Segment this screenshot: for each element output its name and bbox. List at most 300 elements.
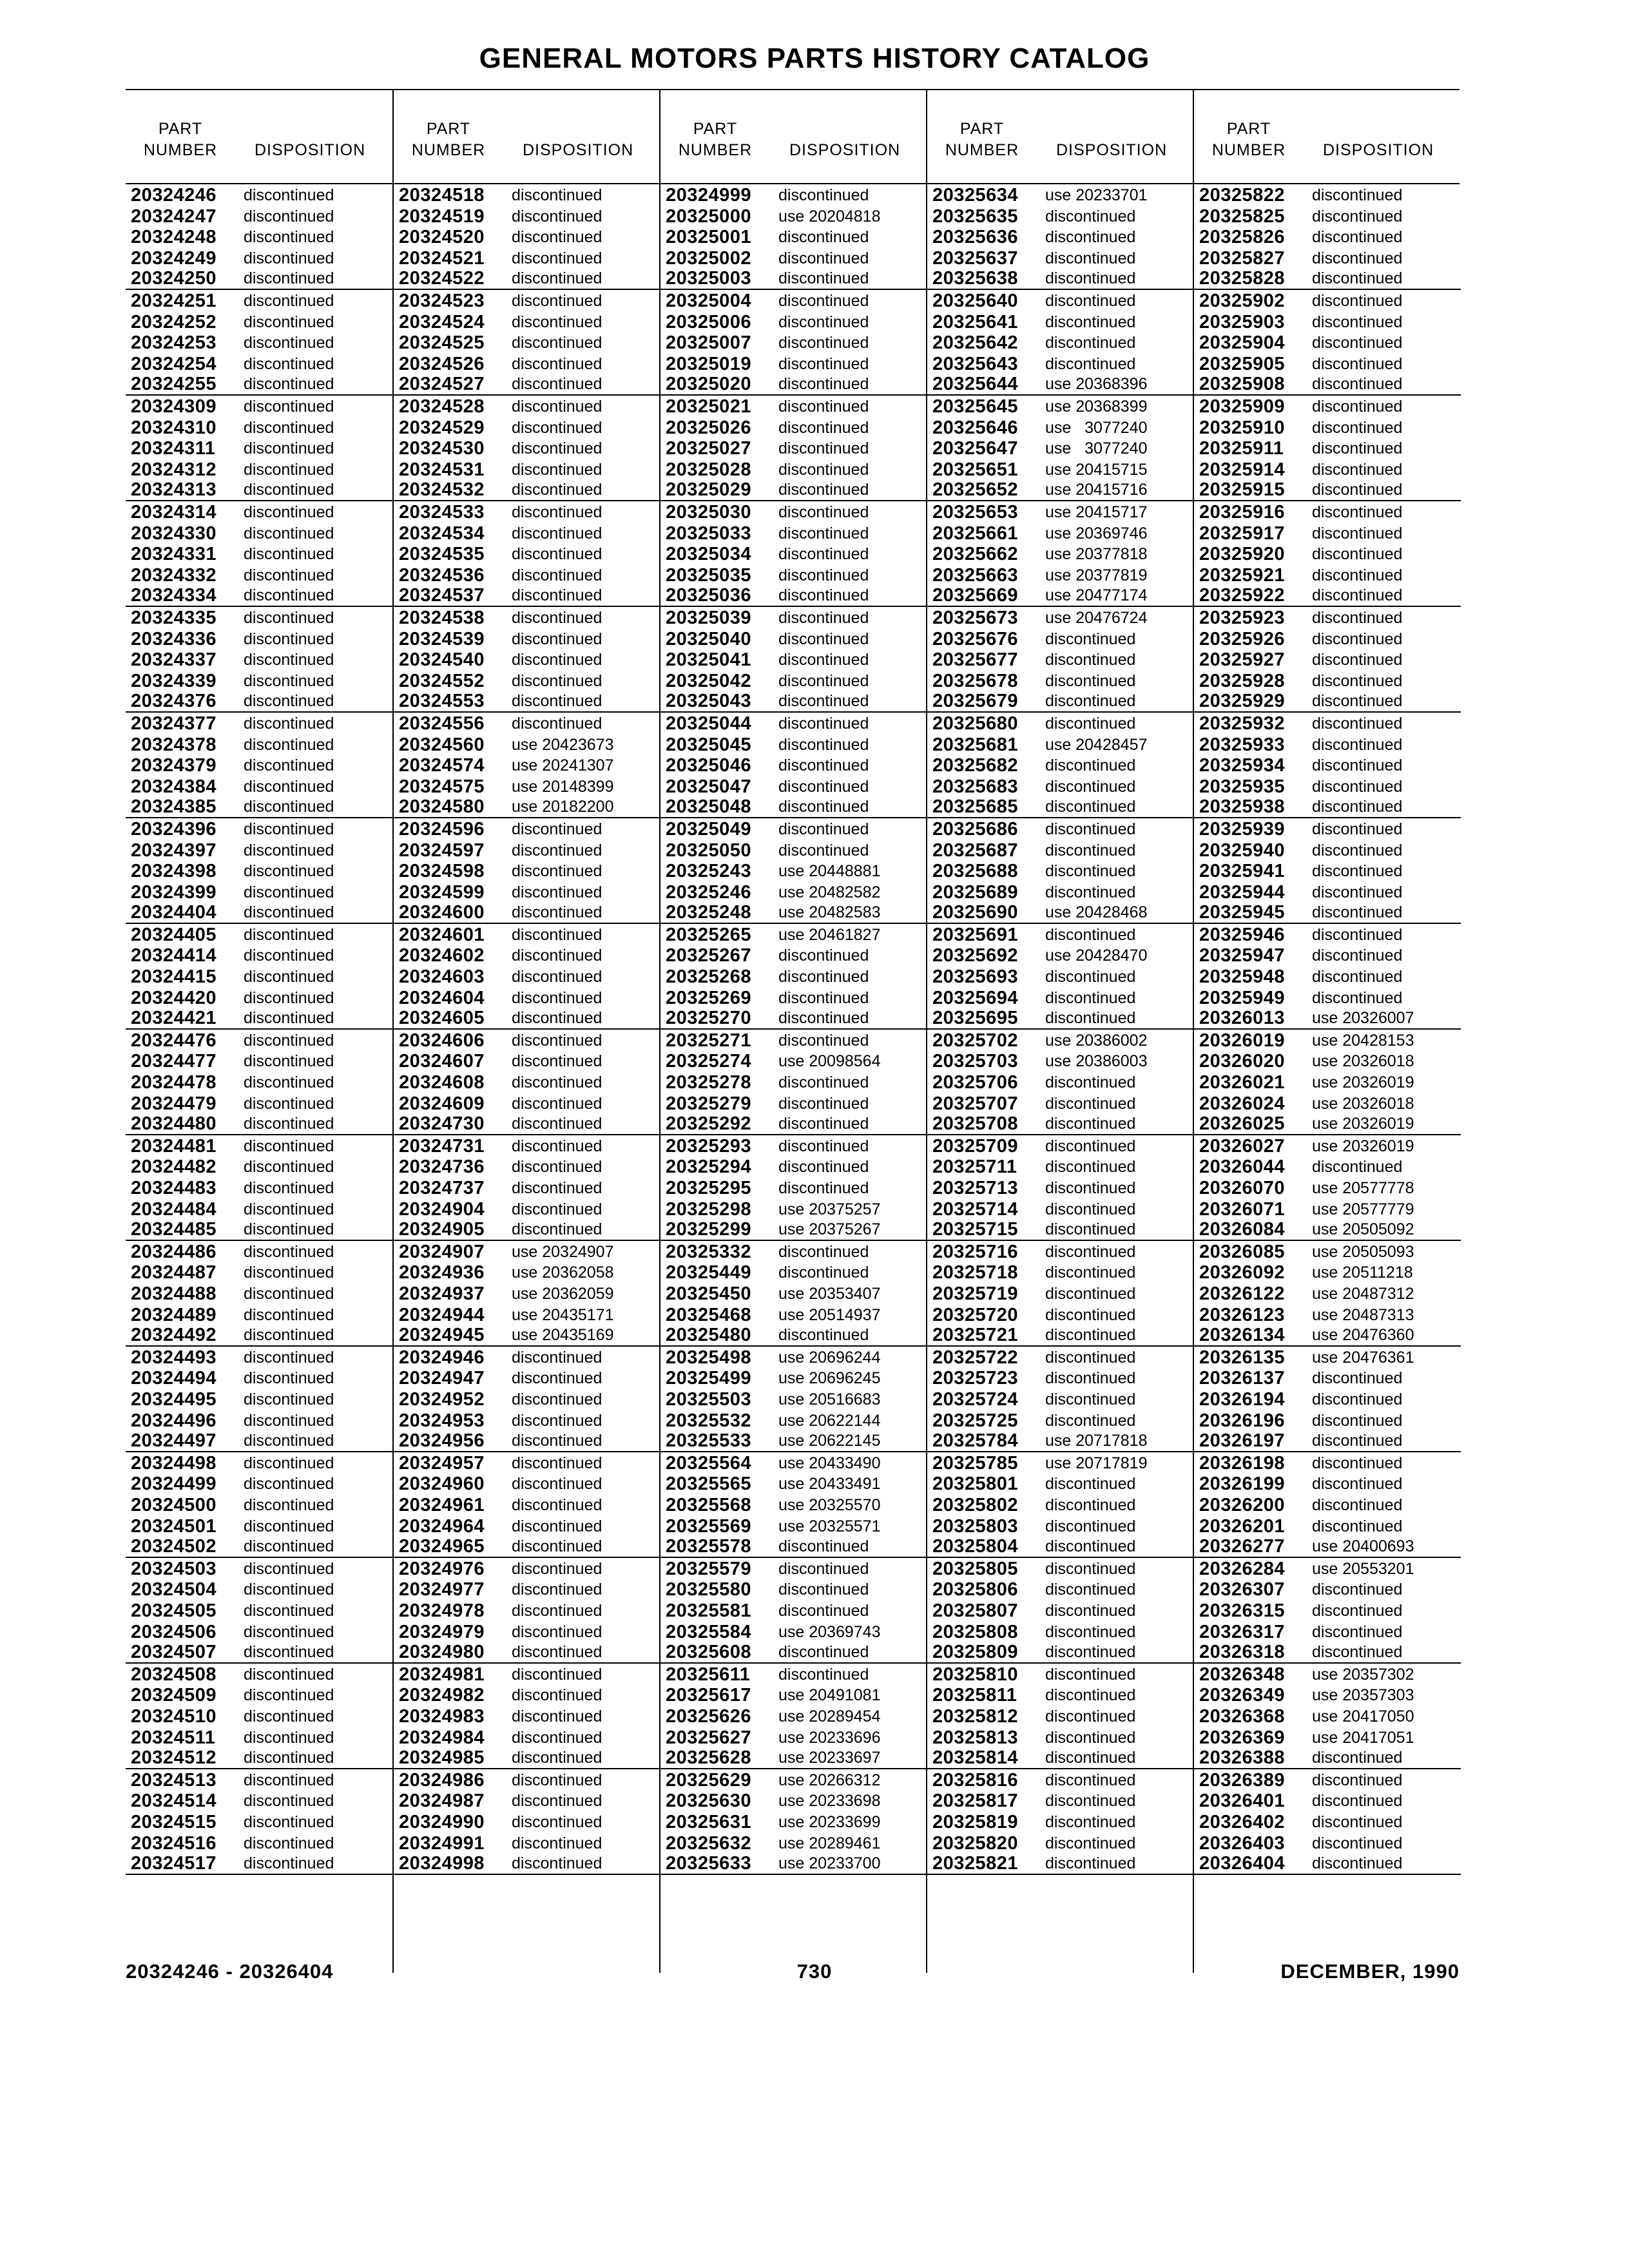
table-row bbox=[394, 374, 660, 396]
part-number: 20325725 bbox=[932, 1410, 1019, 1432]
part-number: 20324384 bbox=[131, 776, 217, 798]
disposition: use 20369743 bbox=[778, 1622, 881, 1641]
table-row bbox=[927, 1093, 1194, 1114]
table-row bbox=[1194, 713, 1461, 734]
column-rows bbox=[1194, 184, 1461, 1875]
disposition-heading: DISPOSITION bbox=[1056, 141, 1168, 159]
table-row bbox=[660, 1030, 927, 1051]
table-row bbox=[126, 1410, 392, 1431]
table-row bbox=[927, 1727, 1194, 1748]
disposition: discontinued bbox=[1312, 1602, 1403, 1620]
disposition: discontinued bbox=[1045, 1179, 1136, 1198]
disposition: discontinued bbox=[244, 1369, 334, 1388]
part-number: 20324498 bbox=[131, 1452, 217, 1474]
disposition: discontinued bbox=[244, 714, 334, 733]
part-number: 20324524 bbox=[399, 311, 485, 332]
part-number: 20325920 bbox=[1199, 544, 1286, 565]
part-number: 20324529 bbox=[399, 417, 485, 438]
disposition: discontinued bbox=[244, 608, 334, 627]
table-row bbox=[660, 586, 927, 607]
disposition: discontinued bbox=[512, 1454, 602, 1472]
table-row bbox=[394, 1241, 660, 1262]
part-number: 20325270 bbox=[666, 1007, 752, 1028]
disposition: discontinued bbox=[244, 756, 334, 775]
disposition: discontinued bbox=[244, 503, 334, 521]
part-number: 20325293 bbox=[666, 1135, 752, 1157]
part-number: 20324334 bbox=[131, 584, 217, 606]
disposition: use 20417050 bbox=[1312, 1707, 1414, 1726]
disposition: discontinued bbox=[244, 1306, 334, 1325]
part-number: 20325940 bbox=[1199, 840, 1286, 861]
part-number: 20325702 bbox=[932, 1030, 1019, 1051]
disposition: discontinued bbox=[1312, 312, 1403, 331]
part-number: 20325579 bbox=[666, 1558, 752, 1579]
parts-table bbox=[126, 89, 1460, 1973]
part-number: 20324985 bbox=[399, 1747, 485, 1768]
disposition: discontinued bbox=[244, 1622, 334, 1641]
part-number: 20324552 bbox=[399, 671, 485, 692]
disposition: discontinued bbox=[244, 797, 334, 816]
part-number: 20324495 bbox=[131, 1389, 217, 1410]
disposition: discontinued bbox=[244, 1031, 334, 1050]
part-number: 20324533 bbox=[399, 501, 485, 523]
table-row bbox=[394, 1410, 660, 1431]
disposition: discontinued bbox=[512, 291, 602, 310]
table-row bbox=[927, 691, 1194, 713]
disposition: discontinued bbox=[244, 820, 334, 838]
table-row bbox=[1194, 227, 1461, 248]
disposition: discontinued bbox=[1045, 1602, 1136, 1620]
disposition: discontinued bbox=[512, 1792, 602, 1811]
table-row bbox=[660, 1748, 927, 1769]
part-number: 20324520 bbox=[399, 227, 485, 248]
table-row bbox=[927, 1347, 1194, 1368]
table-row bbox=[927, 1410, 1194, 1431]
disposition: discontinued bbox=[244, 1537, 334, 1555]
table-row bbox=[394, 1198, 660, 1220]
table-row bbox=[927, 1706, 1194, 1727]
part-number: 20324499 bbox=[131, 1474, 217, 1495]
table-row bbox=[927, 1220, 1194, 1241]
table-row bbox=[927, 311, 1194, 332]
disposition: discontinued bbox=[512, 186, 602, 204]
disposition: use 20428468 bbox=[1045, 903, 1148, 921]
part-number: 20325040 bbox=[666, 628, 752, 649]
part-number: 20325001 bbox=[666, 227, 752, 248]
part-number: 20324339 bbox=[131, 671, 217, 692]
part-number: 20325909 bbox=[1199, 396, 1286, 417]
table-row bbox=[394, 1157, 660, 1178]
table-row bbox=[1194, 1304, 1461, 1325]
part-number: 20325002 bbox=[666, 248, 752, 269]
disposition: discontinued bbox=[512, 374, 602, 393]
disposition: discontinued bbox=[512, 1813, 602, 1832]
table-row bbox=[126, 691, 392, 713]
part-number: 20324249 bbox=[131, 248, 217, 269]
table-row bbox=[927, 184, 1194, 206]
table-row bbox=[927, 374, 1194, 396]
disposition: discontinued bbox=[512, 1686, 602, 1705]
table-row bbox=[126, 1368, 392, 1389]
part-number: 20325934 bbox=[1199, 755, 1286, 776]
table-row bbox=[1194, 1494, 1461, 1515]
disposition: discontinued bbox=[244, 841, 334, 860]
disposition: discontinued bbox=[512, 1475, 602, 1494]
disposition: discontinued bbox=[244, 1264, 334, 1282]
part-number: 20325816 bbox=[932, 1769, 1019, 1791]
disposition: use 20362059 bbox=[512, 1285, 614, 1303]
table-row bbox=[1194, 1114, 1461, 1135]
table-row bbox=[927, 544, 1194, 565]
table-row bbox=[1194, 480, 1461, 501]
table-row bbox=[927, 332, 1194, 354]
part-number: 20324312 bbox=[131, 459, 217, 481]
part-number: 20326349 bbox=[1199, 1685, 1286, 1706]
table-row bbox=[927, 945, 1194, 966]
table-row bbox=[1194, 1769, 1461, 1791]
part-number: 20325945 bbox=[1199, 901, 1286, 923]
part-number: 20324602 bbox=[399, 945, 485, 966]
disposition: discontinued bbox=[512, 1031, 602, 1050]
part-heading-line: PART bbox=[158, 120, 203, 138]
table-row bbox=[927, 1177, 1194, 1198]
table-row bbox=[394, 1579, 660, 1600]
disposition: use 20357303 bbox=[1312, 1686, 1414, 1705]
table-row bbox=[927, 1008, 1194, 1030]
disposition: discontinued bbox=[512, 947, 602, 965]
table-row bbox=[927, 1157, 1194, 1178]
disposition: discontinued bbox=[1045, 1813, 1136, 1832]
disposition: discontinued bbox=[512, 207, 602, 226]
table-row bbox=[394, 818, 660, 840]
table-row bbox=[394, 1177, 660, 1198]
part-number: 20324483 bbox=[131, 1178, 217, 1199]
part-number: 20324964 bbox=[399, 1516, 485, 1537]
disposition: discontinued bbox=[244, 545, 334, 564]
part-number: 20324603 bbox=[399, 966, 485, 988]
disposition: use 20326007 bbox=[1312, 1008, 1414, 1027]
part-number: 20324607 bbox=[399, 1051, 485, 1072]
disposition: use 20717819 bbox=[1045, 1454, 1148, 1472]
table-row bbox=[394, 1685, 660, 1706]
disposition: discontinued bbox=[512, 629, 602, 648]
table-row bbox=[394, 1114, 660, 1135]
table-row bbox=[927, 1325, 1194, 1347]
part-number: 20324522 bbox=[399, 267, 485, 289]
part-number: 20324509 bbox=[131, 1685, 217, 1706]
table-row bbox=[927, 1579, 1194, 1600]
part-number: 20325627 bbox=[666, 1727, 752, 1748]
part-number: 20325043 bbox=[666, 690, 752, 711]
part-number: 20324537 bbox=[399, 584, 485, 606]
column-rows bbox=[660, 184, 927, 1875]
disposition: discontinued bbox=[1045, 1792, 1136, 1811]
table-row bbox=[660, 1558, 927, 1579]
table-row bbox=[126, 1600, 392, 1621]
part-number: 20324526 bbox=[399, 354, 485, 375]
disposition: discontinued bbox=[1045, 355, 1136, 374]
disposition: discontinued bbox=[512, 820, 602, 838]
table-row bbox=[126, 755, 392, 776]
disposition: use 3077240 bbox=[1045, 418, 1148, 437]
disposition: use 20369746 bbox=[1045, 524, 1148, 543]
disposition: discontinued bbox=[244, 1285, 334, 1303]
disposition: discontinued bbox=[1312, 228, 1403, 247]
disposition: discontinued bbox=[244, 207, 334, 226]
table-row bbox=[126, 269, 392, 290]
disposition: use 20622145 bbox=[778, 1431, 881, 1450]
table-row bbox=[126, 840, 392, 861]
part-number: 20325645 bbox=[932, 396, 1019, 417]
disposition: discontinued bbox=[244, 269, 334, 287]
disposition: discontinued bbox=[778, 1264, 869, 1282]
table-row bbox=[1194, 1325, 1461, 1347]
table-row bbox=[126, 417, 392, 438]
disposition: use 20696245 bbox=[778, 1369, 881, 1388]
disposition: discontinued bbox=[778, 1537, 869, 1555]
disposition: discontinued bbox=[778, 841, 869, 860]
disposition: discontinued bbox=[1312, 1834, 1403, 1852]
part-number: 20325928 bbox=[1199, 671, 1286, 692]
part-number: 20325006 bbox=[666, 311, 752, 332]
table-row bbox=[927, 670, 1194, 691]
part-number: 20325902 bbox=[1199, 290, 1286, 311]
table-row bbox=[660, 1515, 927, 1537]
part-number: 20325814 bbox=[932, 1747, 1019, 1768]
disposition: discontinued bbox=[778, 186, 869, 204]
disposition: discontinued bbox=[778, 312, 869, 331]
disposition: discontinued bbox=[1045, 1622, 1136, 1641]
table-row bbox=[660, 269, 927, 290]
table-row bbox=[126, 797, 392, 818]
table-row bbox=[394, 797, 660, 818]
table-row bbox=[394, 1727, 660, 1748]
table-row bbox=[660, 1198, 927, 1220]
table-row bbox=[927, 1198, 1194, 1220]
table-row bbox=[660, 649, 927, 671]
disposition: discontinued bbox=[1312, 968, 1403, 986]
table-row bbox=[126, 227, 392, 248]
part-number: 20325045 bbox=[666, 734, 752, 755]
disposition: use 20415716 bbox=[1045, 480, 1148, 499]
part-number: 20324254 bbox=[131, 354, 217, 375]
table-row bbox=[126, 544, 392, 565]
disposition-heading: DISPOSITION bbox=[1323, 141, 1434, 159]
part-number: 20324489 bbox=[131, 1305, 217, 1326]
part-number: 20325806 bbox=[932, 1579, 1019, 1600]
disposition: discontinued bbox=[512, 1114, 602, 1133]
table-row bbox=[126, 1452, 392, 1474]
part-number: 20325564 bbox=[666, 1452, 752, 1474]
part-number: 20324502 bbox=[131, 1535, 217, 1557]
part-number: 20325817 bbox=[932, 1791, 1019, 1812]
part-number: 20325935 bbox=[1199, 776, 1286, 798]
table-row bbox=[1194, 1727, 1461, 1748]
disposition: discontinued bbox=[244, 1771, 334, 1789]
disposition: discontinued bbox=[244, 1792, 334, 1811]
part-number: 20324484 bbox=[131, 1199, 217, 1220]
part-number: 20324987 bbox=[399, 1791, 485, 1812]
table-row bbox=[927, 1664, 1194, 1685]
disposition: discontinued bbox=[1045, 228, 1136, 247]
table-row bbox=[126, 1579, 392, 1600]
disposition: discontinued bbox=[512, 524, 602, 543]
table-row bbox=[1194, 1748, 1461, 1769]
disposition: discontinued bbox=[1312, 1390, 1403, 1409]
table-row bbox=[1194, 1642, 1461, 1664]
part-number: 20324976 bbox=[399, 1558, 485, 1579]
table-row bbox=[126, 670, 392, 691]
part-number: 20325630 bbox=[666, 1791, 752, 1812]
disposition: use 20375267 bbox=[778, 1220, 881, 1238]
disposition: discontinued bbox=[244, 439, 334, 458]
part-number: 20324379 bbox=[131, 755, 217, 776]
part-number: 20324575 bbox=[399, 776, 485, 798]
table-row bbox=[126, 945, 392, 966]
table-row bbox=[1194, 1368, 1461, 1389]
disposition: discontinued bbox=[778, 691, 869, 710]
part-number: 20324508 bbox=[131, 1664, 217, 1685]
disposition: use 20324907 bbox=[512, 1242, 614, 1261]
table-row bbox=[126, 586, 392, 607]
part-number: 20324486 bbox=[131, 1241, 217, 1262]
table-row bbox=[394, 1515, 660, 1537]
part-number: 20325933 bbox=[1199, 734, 1286, 755]
disposition: use 20487312 bbox=[1312, 1285, 1414, 1303]
footer-date: DECEMBER, 1990 bbox=[1280, 1960, 1460, 1983]
table-row bbox=[394, 227, 660, 248]
table-row bbox=[1194, 1600, 1461, 1621]
table-row bbox=[927, 1431, 1194, 1452]
part-number: 20325030 bbox=[666, 501, 752, 523]
part-number: 20325938 bbox=[1199, 796, 1286, 817]
disposition: discontinued bbox=[1312, 397, 1403, 416]
table-row bbox=[394, 1706, 660, 1727]
disposition: discontinued bbox=[512, 1008, 602, 1027]
table-row bbox=[927, 269, 1194, 290]
part-number: 20325248 bbox=[666, 901, 752, 923]
table-row bbox=[927, 713, 1194, 734]
part-number: 20324518 bbox=[399, 184, 485, 206]
disposition: discontinued bbox=[778, 566, 869, 585]
table-row bbox=[927, 924, 1194, 945]
table-row bbox=[394, 586, 660, 607]
disposition: discontinued bbox=[778, 355, 869, 374]
disposition: discontinued bbox=[778, 1031, 869, 1050]
table-row bbox=[1194, 1157, 1461, 1178]
table-row bbox=[927, 649, 1194, 671]
disposition: discontinued bbox=[1312, 841, 1403, 860]
disposition: discontinued bbox=[244, 524, 334, 543]
part-number: 20324309 bbox=[131, 396, 217, 417]
part-number: 20325707 bbox=[932, 1093, 1019, 1115]
part-number: 20324736 bbox=[399, 1157, 485, 1178]
part-number: 20326200 bbox=[1199, 1495, 1286, 1516]
disposition: use 20417051 bbox=[1312, 1728, 1414, 1747]
disposition: discontinued bbox=[1312, 691, 1403, 710]
disposition: discontinued bbox=[778, 228, 869, 247]
table-row bbox=[927, 1283, 1194, 1304]
disposition: discontinued bbox=[244, 925, 334, 944]
table-row bbox=[126, 1051, 392, 1072]
part-number: 20324605 bbox=[399, 1007, 485, 1028]
disposition: discontinued bbox=[1312, 1369, 1403, 1388]
part-number: 20325647 bbox=[932, 438, 1019, 459]
part-number: 20325715 bbox=[932, 1218, 1019, 1240]
part-number: 20325941 bbox=[1199, 861, 1286, 882]
part-number: 20325294 bbox=[666, 1157, 752, 1178]
table-row bbox=[394, 1600, 660, 1621]
part-number: 20324598 bbox=[399, 861, 485, 882]
disposition: discontinued bbox=[778, 461, 869, 479]
part-number: 20325279 bbox=[666, 1093, 752, 1115]
table-row bbox=[394, 311, 660, 332]
table-row bbox=[126, 607, 392, 628]
disposition: discontinued bbox=[512, 1642, 602, 1661]
part-number: 20324609 bbox=[399, 1093, 485, 1115]
part-number: 20324335 bbox=[131, 607, 217, 628]
part-number: 20325029 bbox=[666, 479, 752, 500]
table-row bbox=[126, 713, 392, 734]
table-row bbox=[126, 1114, 392, 1135]
table-row bbox=[126, 1304, 392, 1325]
table-row bbox=[660, 206, 927, 227]
part-number: 20325617 bbox=[666, 1685, 752, 1706]
table-row bbox=[126, 734, 392, 755]
part-number: 20325000 bbox=[666, 206, 752, 227]
part-number: 20325634 bbox=[932, 184, 1019, 206]
disposition: discontinued bbox=[1045, 672, 1136, 691]
table-row bbox=[126, 924, 392, 945]
disposition: discontinued bbox=[512, 586, 602, 604]
part-number: 20326135 bbox=[1199, 1347, 1286, 1368]
disposition: discontinued bbox=[512, 1559, 602, 1578]
disposition: discontinued bbox=[1312, 586, 1403, 604]
table-row bbox=[394, 438, 660, 459]
part-number: 20325688 bbox=[932, 861, 1019, 882]
disposition: discontinued bbox=[1312, 1158, 1403, 1177]
disposition: use 20476360 bbox=[1312, 1325, 1414, 1344]
part-number: 20325641 bbox=[932, 311, 1019, 332]
disposition: discontinued bbox=[1045, 1642, 1136, 1661]
table-row bbox=[660, 1093, 927, 1114]
disposition: discontinued bbox=[512, 672, 602, 691]
part-number: 20325669 bbox=[932, 584, 1019, 606]
table-row bbox=[927, 861, 1194, 882]
disposition: use 20326019 bbox=[1312, 1114, 1414, 1133]
disposition: use 20717818 bbox=[1045, 1431, 1148, 1450]
disposition: discontinued bbox=[244, 1008, 334, 1027]
part-number: 20325683 bbox=[932, 776, 1019, 798]
table-column bbox=[392, 90, 660, 1973]
part-number: 20325533 bbox=[666, 1430, 752, 1451]
disposition: discontinued bbox=[1045, 1264, 1136, 1282]
disposition: discontinued bbox=[1045, 968, 1136, 986]
disposition: discontinued bbox=[1312, 355, 1403, 374]
table-row bbox=[1194, 564, 1461, 586]
disposition: discontinued bbox=[778, 756, 869, 775]
disposition: discontinued bbox=[778, 586, 869, 604]
disposition: use 20477174 bbox=[1045, 586, 1148, 604]
disposition: use 20362058 bbox=[512, 1264, 614, 1282]
table-row bbox=[660, 417, 927, 438]
table-row bbox=[126, 1854, 392, 1875]
part-number: 20324251 bbox=[131, 290, 217, 311]
part-number: 20324420 bbox=[131, 988, 217, 1009]
part-number: 20324414 bbox=[131, 945, 217, 966]
disposition: discontinued bbox=[1045, 1686, 1136, 1705]
table-row bbox=[660, 1474, 927, 1495]
